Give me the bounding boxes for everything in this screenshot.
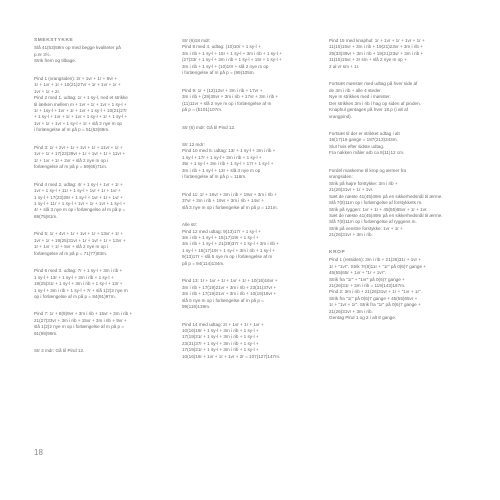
text-line: 21(27)33vr + 3m i rib + 15vr + 3m i rib + 9vr +: [34, 317, 127, 323]
text-line: p.nr 3½.: [34, 51, 51, 57]
text-line: 16(17)19 gange = 187(213)243m.: [329, 137, 398, 143]
text-line: 11(15)15vr + 2r sm + slå 2 nye m op +: [329, 57, 407, 63]
instruction-paragraph: [329, 81, 467, 120]
instruction-paragraph: [182, 322, 320, 361]
text-line: 1r + 1vr + 1r + 10(21)27vr + 1r + 1vr + 1r +: [34, 82, 121, 88]
instruction-paragraph: [182, 142, 320, 181]
text-line: 19(25)31r + 1 sy-l + 3m i rib + 1 sy-l + 13r +: [34, 281, 123, 287]
instruction-paragraph: [182, 88, 320, 114]
text-line: 10(16)16r + 1vr + 1r + 1vr + 2r = 107(127)147m.: [182, 353, 281, 359]
instruction-paragraph: [34, 311, 172, 337]
instruction-paragraph: [34, 268, 172, 300]
text-line: 1r + "1vr + 1r". Strik fra "1r" på 0(6)7 gange +: [329, 302, 421, 308]
text-line: 1 sy-l + 3m i rib + 1 sy-l + 7r + slå 1(2)2 nye m: [34, 287, 128, 293]
instruction-paragraph: [182, 222, 320, 267]
text-line: slå 3 nye m op i forlængelse af m på p = 121m.: [182, 204, 278, 210]
text-line: 3m i rib + 1 sy-l + 21(29)37r + 1 sy-l + 3m i rib +: [182, 241, 279, 247]
text-line: i forlængelse af m på p = (99)105m.: [182, 70, 255, 76]
text-line: Sæt de næste 41(45)49m på en sikkerhedsnål til ærme.: [329, 193, 443, 199]
text-line: 17(19)21r + 1 sy-l + 3m i rib + 1 sy-l +: [182, 334, 259, 340]
text-line: Strik fra "1r" på 0(6)7 gange + 45(55)65vr +: [329, 295, 418, 301]
text-line: 21(26)31vr + 3m i rib.: [329, 308, 373, 314]
text-line: Str 3 mdr: Gå til Pind 12.: [34, 348, 85, 354]
text-line: Fra nakken måler arb ca 8(11)12 cm.: [329, 150, 405, 156]
text-line: 1vr + 1r + 2r.: [34, 88, 61, 94]
instruction-paragraph: [34, 76, 172, 134]
text-line: Pind 11: 1r + 16vr + 3m i rib + 19vr + 3m i rib +: [182, 191, 277, 197]
text-line: Sæt de næste 41(45)49m på en sikkerhedsnål til ærme.: [329, 212, 443, 218]
text-line: Slå 7(8)11m op i forlængelse af ryggens m.: [329, 219, 417, 225]
column-1: [34, 38, 172, 366]
text-line: forlængelse af m på p = 59(65)71m.: [34, 164, 108, 170]
text-line: slå 1(2)2 nye m op i forlængelse af m på p =: [34, 324, 125, 330]
text-line: på p = 94(114)134m.: [182, 260, 225, 266]
text-line: 3m i rib + 17(19)21vr + 3m i rib + 23(31)37vr +: [182, 284, 277, 290]
instruction-paragraph: [182, 38, 320, 77]
instruction-paragraph: [329, 257, 467, 322]
text-line: 1 sy-l + 15(17)19r + 1 sy-l + 3m i rib + 1 sy-l +: [182, 247, 275, 253]
text-line: Pind 8 med 4. udtag: (10)10r + 1 sy-l +: [182, 44, 261, 50]
text-line: 1r + 1vr + 1r + 2vr + slå 2 nye m op i: [34, 157, 109, 163]
text-line: Slå 41(53)59m op med begge kvaliteter på: [34, 45, 121, 51]
text-line: Pind 1 (vrangsiden): 2r + 1vr + 1r + 8vr +: [34, 75, 117, 81]
text-line: i forlængelse af m på p = 116m.: [182, 174, 247, 180]
text-line: Pind 13: 1r + 1vr + 1r + 1vr + 1r + 10(16)16vr +: [182, 278, 278, 284]
text-line: 11(15)15vr + 3m i rib + 19(21)23vr + 3m i rib +: [329, 44, 423, 50]
text-line: Fortsæt til der er strikket udtag i alt: [329, 130, 400, 136]
text-line: 17(19)21r + 1 sy-l + 3m i rib + 1 sy-l +: [182, 347, 259, 353]
text-line: 1vr + 1r + 17(23)29vr + 1r + 1vr + 1r + 11vr +: [34, 151, 126, 157]
text-line: Pind 7: 1r + 8(9)9vr + 3m i rib + 15vr + 3m i rib +: [34, 311, 133, 317]
text-line: 69(75)81m.: [34, 213, 58, 219]
text-line: slå 5 nye m op i forlængelse af m på p =: [182, 297, 264, 303]
text-line: Alle str:: [182, 222, 198, 228]
text-line: Pind 6 med 3. udtag: 7r + 1 sy-l + 3m i rib +: [34, 268, 123, 274]
text-line: 2 al vr sm + 1r.: [329, 63, 360, 69]
text-line: 9(13)17r + slå 5 nye m op i forlængelse af m: [182, 254, 273, 260]
column-2: [182, 38, 320, 371]
text-line: 35r + 1 sy-l + 3m i rib + 1 sy-l + 17r + 1 sy-l +: [182, 161, 274, 167]
text-line: 1r + "1vr". Strik 7r(8)11r + "1r" på 0(6)7 gange +: [329, 263, 426, 269]
text-line: Strik på højre forstykke: 3m i rib +: [329, 180, 398, 186]
text-line: + 1 sy-l + 1vr + 1r + 1vr + 1 sy-l + 1r + 1 sy-l +: [34, 114, 128, 120]
instruction-paragraph: [182, 192, 320, 211]
text-line: på p = (b101)107m.: [182, 107, 223, 113]
text-line: Pind 12 med udtag: 9(13)17r + 1 sy-l +: [182, 228, 261, 234]
text-line: vrangsiden:: [329, 174, 353, 180]
text-line: 4r + slå 3 nye m op i forlængelse af m på p =: [34, 207, 126, 213]
text-line: 3m i rib + 1 sy-l + 15r + 1 sy-l + 3m i rib + 1 sy-l +: [182, 50, 282, 56]
column-3: [329, 38, 467, 333]
instruction-paragraph: [329, 131, 467, 157]
text-line: 1vr + 1 sy-l + 11r + 1 sy-l + 1vr + 1r + 1vr +: [34, 188, 121, 194]
section-heading: SMEKSTYKKE: [34, 38, 74, 43]
section-heading: KROP: [329, 249, 346, 255]
text-line: Strik frem og tilbage.: [34, 58, 77, 64]
text-line: Fortsæt mønster med udtag på hver side af: [329, 81, 418, 87]
text-line: 1 sy-l + 13r + 1 sy-l + 3m i rib + 1 sy-l +: [34, 274, 114, 280]
text-line: (27)33r + 1 sy-l + 3m i rib + 1 sy-l + 15r + 1 sy-l +: [182, 57, 282, 63]
text-line: Strik fra "1r" + "1vr" på 0(6)7 gange +: [329, 276, 405, 282]
instruction-paragraph: [182, 278, 320, 310]
text-line: 3m i rib + 1 sy-l + (10)10r + slå 2 nye m op: [182, 63, 269, 69]
text-line: 1 sy-l + 17r + 1 sy-l + 3m i rib + 1 sy-l +: [182, 154, 262, 160]
text-line: Pind 15 med knaphul: 1r + 1vr + 1r + 1vr + 1r +: [329, 38, 425, 43]
page-number: 18: [34, 448, 43, 457]
text-line: 1r + 1sy-l + 1vr + 1r + 1vr + 1 sy-l + 10(21)27r: [34, 108, 127, 114]
text-line: 1vr + 1r + 19(25)31vr + 1r + 1vr + 1r + 13vr +: [34, 237, 126, 243]
text-line: Str 12 mdr:: [182, 141, 205, 147]
instruction-paragraph: [329, 168, 467, 239]
text-line: 21(26)31vr + 3m i rib.: [329, 232, 373, 238]
text-line: 99(119)139m.: [182, 304, 211, 310]
text-line: 3m i rib + 17(19)21vr + 3m i rib + 10(16)16vr +: [182, 291, 277, 297]
instruction-paragraph: [34, 231, 172, 257]
text-line: Knaphul gentages på hver 18.p (i alt af: [329, 107, 408, 113]
text-line: 1 sy-l + 11r + 1 sy-l + 1vr + 1r + 1vr + 1 sy-l +: [34, 201, 126, 207]
text-line: 91(99)99m.: [34, 330, 58, 336]
text-line: Pind 9: 1r + (12)12vr + 3m i rib + 17vr +: [182, 87, 263, 93]
instruction-paragraph: [34, 145, 172, 171]
text-line: op i forlængelse af m på p = 84(91)97m.: [34, 294, 116, 299]
text-line: 37vr + 3m i rib + 19vr + 3m i rib + 14vr +: [182, 198, 264, 204]
text-line: Fordel maskerne til krop og ærmer fra: [329, 167, 407, 173]
text-line: 3m i rib + (29)35vr + 3m i rib + 17vr + 3m i rib +: [182, 94, 279, 100]
text-line: 1 sy-l + 17(23)29r + 1 sy-l + 1vr + 1r + 1vr +: [34, 194, 123, 200]
instruction-paragraph: [34, 348, 172, 354]
text-line: de 3m i rib + alle 4 steder.: [329, 87, 382, 93]
text-line: 25(33)39vr + 3m i rib + 19(21)23vr + 3m i rib +: [329, 50, 424, 56]
text-line: Pind 10 med 5. udtag: 13r + 1 sy-l + 3m i rib +: [182, 148, 276, 154]
text-line: 23(31)37r + 1 sy-l + 3m i rib + 1 sy-l +: [182, 340, 259, 346]
text-line: Pind 1 (retsiden): 3m i rib + 21(26)31r + 1vr +: [329, 257, 422, 263]
text-line: 21(26)31vr + 1r + 1vr.: [329, 187, 374, 193]
text-line: Pind 5: 1r + 4vr + 1r + 1vr + 1r + 13vr + 1r +: [34, 231, 123, 237]
text-line: Der strikkes 3m i rib i hag op siden af pinden.: [329, 100, 421, 106]
text-line: Pind 2: 3m i rib + 21(26)31vr + 1r + "1vr + 1r".: [329, 289, 422, 295]
instruction-paragraph: [329, 38, 467, 70]
instruction-paragraph: [34, 45, 172, 64]
text-line: 21(26)31r + 3m i rib = 119(143)167m.: [329, 283, 406, 288]
text-line: 3m i rib + 1 sy-l + 15(17)19r + 1 sy-l +: [182, 234, 259, 240]
text-line: forlængelse af m på p = 71(77)83m.: [34, 250, 108, 256]
text-line: Pind 3: 1r + 2vr + 1r + 1vr + 1r + 11vr + 1r +: [34, 144, 123, 150]
text-line: 1vr + 1r + 1vr + 1 sy-l + 1r + slå 2 nye m op: [34, 120, 122, 126]
text-line: Slut hvis efter sidste udtag.: [329, 143, 385, 149]
text-line: Pind 4 med 2. udtag: 4r + 1 sy-l + 1vr + 1r +: [34, 181, 123, 187]
text-line: Nye m strikkes med i mønster.: [329, 94, 391, 100]
text-line: til lærken mellem m + 1vr + 1r + 1vr + 1 sy-l +: [34, 101, 127, 107]
instruction-paragraph: [182, 125, 320, 131]
text-line: 1r + 1vr + 1r + 5vr + slå 2 nye m op i: [34, 244, 109, 250]
text-line: Gentag Pind 1 og 2 i alt 8 gange.: [329, 315, 397, 321]
text-line: 10(16)16r + 1 sy-l + 3m i rib + 1 sy-l +: [182, 327, 259, 333]
text-line: Strik på venstre forstykke: 1vr + 1r +: [329, 225, 403, 231]
text-line: 45(55)65r + 1vr + "1r + 1vr".: [329, 270, 387, 276]
text-line: i forlængelse af m på p = 51(63)69m.: [34, 127, 110, 133]
text-line: vrangpind).: [329, 113, 352, 119]
text-line: Pind 2 med 1. udtag: 1r + 1 sy-l, ned et strikke: [34, 95, 128, 101]
text-line: Str (6)18 mdr:: [182, 38, 211, 43]
text-line: Str (6) mdr: Gå til Pind 12.: [182, 124, 236, 130]
text-line: (11)11vr + slå 2 nye m op i forlængelse af m: [182, 100, 272, 106]
text-line: Slå 7(8)11m op i forlængelse af forstykkets m.: [329, 200, 423, 206]
instruction-paragraph: [34, 182, 172, 221]
text-line: 3m i rib + 1 sy-l + 13r + slå 3 nye m op: [182, 167, 261, 173]
text-line: Pind 14 med udtag: 2r + 1vr + 1r + 1vr +: [182, 321, 264, 327]
text-line: Strik på ryggen: 1vr + 1r + 45(55)65vr + 1r + 1vr.: [329, 206, 428, 212]
